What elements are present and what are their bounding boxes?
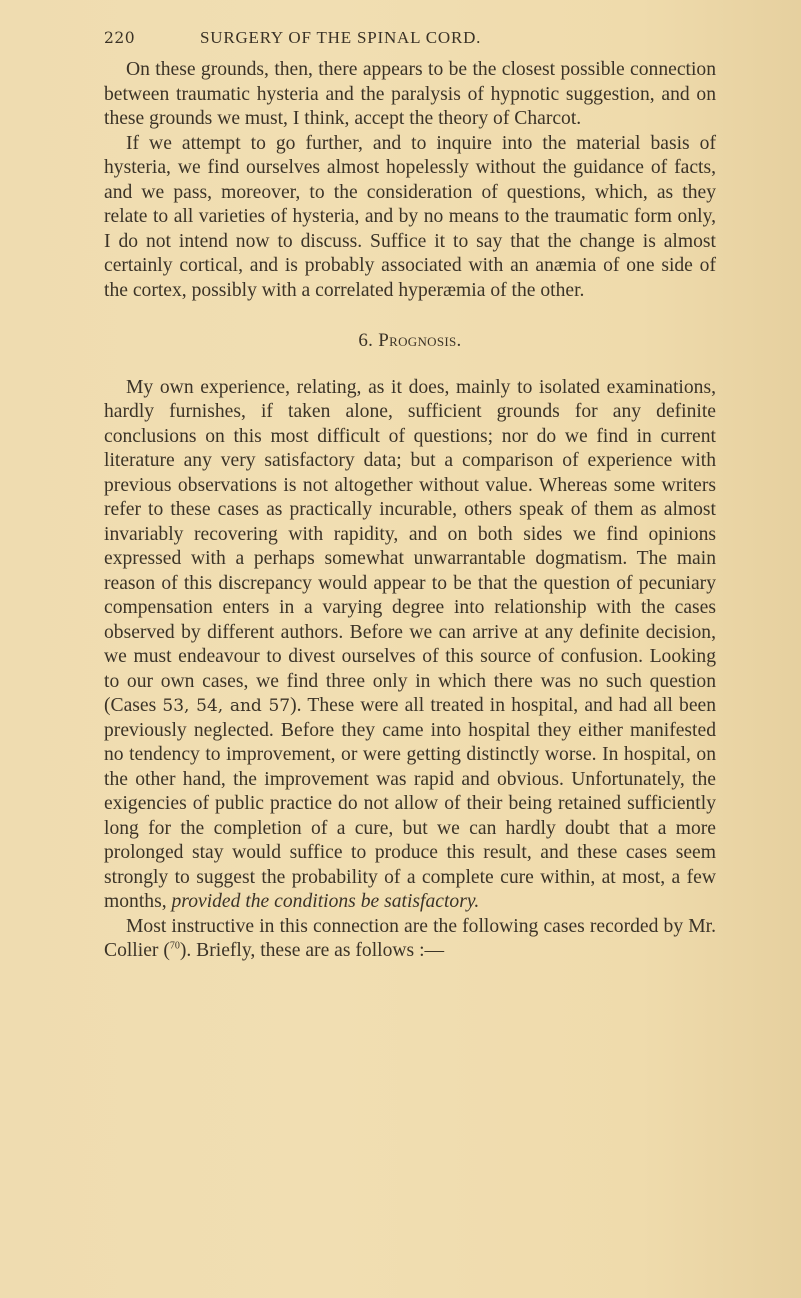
text-run: ). Briefly, these are as follows :—	[179, 940, 445, 961]
section-heading	[104, 329, 716, 354]
case-numbers: 53, 54, and 57	[162, 696, 291, 716]
text-run: ). These were all treated in hospital, and had all been previously neglected. Before they came into hospital they either manifested no tendency to improvement, or were getting distinctly worse. In hospital, on the other hand, the improvement was rapid and obvious. Unfortunately, the exigencies of public practice do not allow of their being retained sufficiently long for the completion of a cure, but we can hardly doubt that a more prolonged stay would suffice to produce this result, and these cases seem strongly to suggest the probability of a complete cure within, at most, a few months,	[104, 695, 717, 912]
paragraph	[104, 915, 716, 964]
text-run: My own experience, relating, as it does, mainly to isolated examinations, hardly furnishes, if taken alone, sufficient grounds for any definite conclusions on this most difficult of questions; nor do we find in current literature any very satisfactory data; but a comparison of experience with previous observations is not altogether without value. Whereas some writers refer to these cases as practically incurable, others speak of them as almost invariably recovering with rapidity, and on both sides we find opinions expressed with a perhaps somewhat unwarrantable dogmatism. The main reason of this discrepancy would appear to be that the question of pecuniary compensation enters in a varying degree into relationship with the cases observed by different authors. Before we can arrive at any definite decision, we must endeavour to divest ourselves of this source of confusion. Looking to our own cases, we find three only in which there was no such question (Cases	[104, 376, 716, 716]
body-text	[104, 58, 716, 964]
paragraph: If we attempt to go further, and to inquire into the material basis of hysteria, we find ourselves almost hopelessly without the guidance of facts, and we pass, moreover, to the consideration of questions, which, as they relate to all varieties of hysteria, and by no means to the traumatic form only, I do not intend now to discuss. Suffice it to say that the change is almost certainly cortical, and is probably associated with an anæmia of one side of the cortex, possibly with a correlated hyperæmia of the other.	[104, 132, 716, 301]
book-page	[104, 28, 716, 964]
running-head	[104, 28, 716, 58]
paragraph: On these grounds, then, there appears to be the closest possible connection between traumatic hysteria and the paralysis of hypnotic suggestion, and on these grounds we must, I think, accept the theory of Charcot.	[104, 59, 716, 129]
paragraph	[104, 376, 716, 915]
reference-number: 70	[169, 940, 180, 952]
italic-text: provided the conditions be satisfactory.	[171, 891, 480, 912]
running-title: SURGERY OF THE SPINAL CORD.	[200, 28, 482, 47]
section-number: 6.	[358, 330, 374, 351]
page-number: 220	[104, 29, 136, 47]
text-run: Most instructive in this connection are the following cases recorded by Mr. Collier (	[104, 915, 716, 961]
section-title: Prognosis.	[378, 330, 462, 351]
